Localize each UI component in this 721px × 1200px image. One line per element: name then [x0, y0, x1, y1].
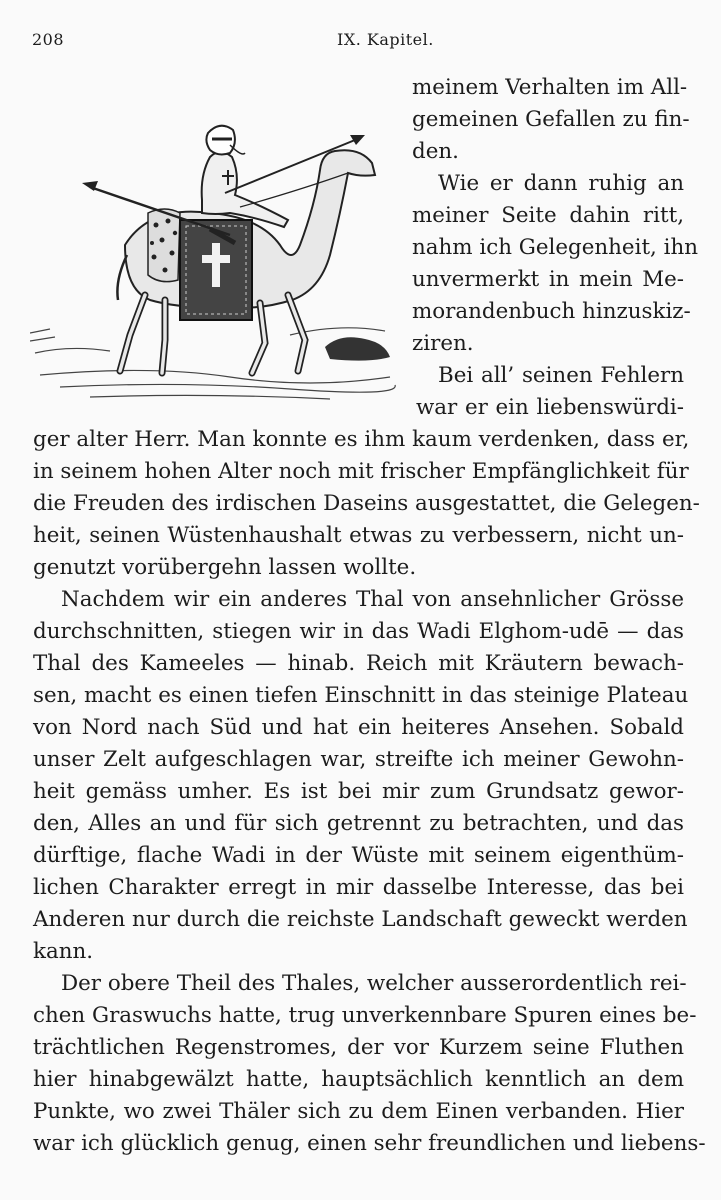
text-line: durchschnitten, stiegen wir in das Wadi Elghom-udē — das — [33, 619, 684, 644]
text-line: Der obere Theil des Thales, welcher ausserordentlich rei- — [61, 971, 687, 996]
running-title: IX. Kapitel. — [337, 30, 434, 49]
engraving-svg — [30, 95, 400, 415]
text-line: morandenbuch hinzuskiz- — [412, 299, 691, 324]
text-line: trächtlichen Regenstromes, der vor Kurzem seine Fluthen — [33, 1035, 684, 1060]
text-line: in seinem hohen Alter noch mit frischer Empfänglichkeit für — [33, 459, 689, 484]
text-line: meiner Seite dahin ritt, — [412, 203, 684, 228]
text-line: von Nord nach Süd und hat ein heiteres Ansehen. Sobald — [33, 715, 684, 740]
text-line: dürftige, flache Wadi in der Wüste mit seinem eigenthüm- — [33, 843, 684, 868]
text-line: den, Alles an und für sich getrennt zu betrachten, und das — [33, 811, 684, 836]
text-line: Thal des Kameeles — hinab. Reich mit Kräutern bewach- — [33, 651, 684, 676]
text-line: Punkte, wo zwei Thäler sich zu dem Einen verbanden. Hier — [33, 1099, 684, 1124]
text-line: genutzt vorübergehn lassen wollte. — [33, 555, 417, 580]
text-line: gemeinen Gefallen zu fin- — [412, 107, 690, 132]
text-line: unvermerkt in mein Me- — [412, 267, 684, 292]
text-line: Anderen nur durch die reichste Landschaft geweckt werden — [33, 907, 688, 932]
text-line: ziren. — [412, 331, 474, 356]
text-line: war ich glücklich genug, einen sehr freundlichen und liebens- — [33, 1131, 706, 1156]
text-line: nahm ich Gelegenheit, ihn — [412, 235, 699, 260]
text-line: war er ein liebenswürdi- — [416, 395, 684, 420]
text-line: chen Graswuchs hatte, trug unverkennbare Spuren eines be- — [33, 1003, 697, 1028]
text-line: unser Zelt aufgeschlagen war, streifte ich meiner Gewohn- — [33, 747, 684, 772]
text-line: die Freuden des irdischen Daseins ausgestattet, die Gelegen- — [33, 491, 700, 516]
text-line: Nachdem wir ein anderes Thal von ansehnlicher Grösse — [61, 587, 684, 612]
text-line: heit gemäss umher. Es ist bei mir zum Grundsatz gewor- — [33, 779, 684, 804]
text-line: meinem Verhalten im All- — [412, 75, 688, 100]
page-header — [32, 30, 690, 54]
text-line: Wie er dann ruhig an — [438, 171, 684, 196]
text-line: heit, seinen Wüstenhaushalt etwas zu verbessern, nicht un- — [33, 523, 684, 548]
text-line: lichen Charakter erregt in mir dasselbe Interesse, das bei — [33, 875, 684, 900]
text-line: ger alter Herr. Man konnte es ihm kaum verdenken, dass er, — [33, 427, 690, 452]
rider-on-camel-illustration — [30, 95, 400, 415]
page-number: 208 — [32, 30, 65, 49]
text-line: sen, macht es einen tiefen Einschnitt in das steinige Plateau — [33, 683, 689, 708]
text-line: hier hinabgewälzt hatte, hauptsächlich kenntlich an dem — [33, 1067, 684, 1092]
text-line: kann. — [33, 939, 94, 964]
text-line: Bei all’ seinen Fehlern — [438, 363, 684, 388]
text-line: den. — [412, 139, 459, 164]
